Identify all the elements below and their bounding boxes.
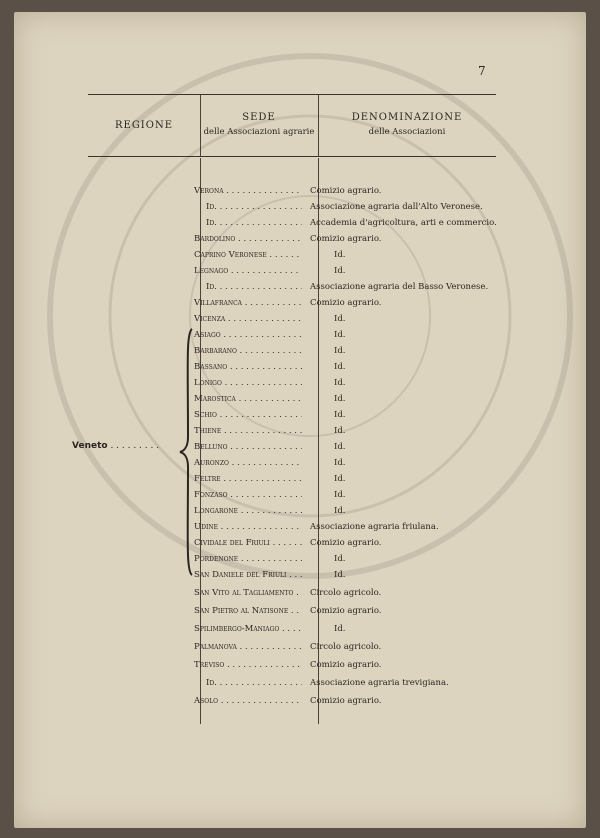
header-sede-title: SEDE [242,112,276,123]
sede-cell: Udine . . . [194,522,302,532]
denominazione-cell: Id. [334,490,346,500]
sede-cell: Bardolino . . . [194,234,302,244]
sede-cell: Spilimbergo-Maniago . . . [194,624,302,634]
sede-cell: Id. . . . [194,218,302,228]
header-den-subtitle: delle Associazioni [368,127,446,137]
sede-cell: Vicenza . . . [194,314,302,324]
denominazione-cell: Comizio agrario. [310,696,382,706]
denominazione-cell: Id. [334,442,346,452]
regione-name: Veneto [72,441,108,451]
sede-cell: Thiene . . . [194,426,302,436]
denominazione-cell: Comizio agrario. [310,234,382,244]
regione-leader-dots: . . . . . . . . . [107,441,160,451]
denominazione-cell: Id. [334,314,346,324]
denominazione-cell: Id. [334,346,346,356]
denominazione-cell: Comizio agrario. [310,186,382,196]
sede-cell: Asiago . . . [194,330,302,340]
denominazione-cell: Id. [334,554,346,564]
sede-cell: Verona . . . [194,186,302,196]
denominazione-cell: Associazione agraria friulana. [310,522,439,532]
sede-cell: Fonzaso . . . [194,490,302,500]
regione-veneto [72,441,159,451]
sede-cell: Longarone . . . [194,506,302,516]
header-regione-label: REGIONE [114,120,173,131]
sede-cell: Barbarano . . . [194,346,302,356]
denominazione-cell: Comizio agrario. [310,606,382,616]
denominazione-cell: Associazione agraria trevigiana. [310,678,449,688]
sede-cell: Pordenone . . . [194,554,302,564]
sede-cell: Schio . . . [194,410,302,420]
denominazione-cell: Circolo agricolo. [310,588,382,598]
denominazione-cell: Id. [334,330,346,340]
sede-cell: San Pietro al Natisone . . . [194,606,302,616]
page-number: 7 [478,64,486,78]
sede-cell: Id. . . . [194,282,302,292]
denominazione-cell: Comizio agrario. [310,538,382,548]
sede-cell: Palmanova . . . [194,642,302,652]
denominazione-cell: Id. [334,570,346,580]
sede-cell: Id. . . . [194,678,302,688]
sede-cell: Auronzo . . . [194,458,302,468]
sede-cell: Bassano . . . [194,362,302,372]
sede-cell: Villafranca . . . [194,298,302,308]
sede-cell: Cividale del Friuli . . . [194,538,302,548]
denominazione-cell: Id. [334,458,346,468]
header-bottom-rule [88,156,496,157]
header-top-rule [88,94,496,95]
denominazione-cell: Id. [334,410,346,420]
denominazione-cell: Comizio agrario. [310,298,382,308]
denominazione-cell: Id. [334,426,346,436]
denominazione-cell: Id. [334,506,346,516]
denominazione-cell: Circolo agricolo. [310,642,382,652]
denominazione-cell: Id. [334,266,346,276]
denominazione-cell: Comizio agrario. [310,660,382,670]
sede-cell: Feltre . . . [194,474,302,484]
denominazione-cell: Id. [334,624,346,634]
sede-cell: Treviso . . . [194,660,302,670]
sede-cell: Caprino Veronese . . . [194,250,302,260]
sede-cell: Marostica . . . [194,394,302,404]
sede-cell: San Daniele del Friuli . . . [194,570,302,580]
denominazione-cell: Id. [334,362,346,372]
header-sede [200,112,318,137]
header-denominazione [318,112,496,137]
denominazione-cell: Accademia d'agricoltura, arti e commercio. [310,218,497,228]
header-sede-subtitle: delle Associazioni agrarie [203,127,315,137]
sede-cell: Asolo . . . [194,696,302,706]
sede-cell: Belluno . . . [194,442,302,452]
sede-cell: Legnago . . . [194,266,302,276]
sede-cell: San Vito al Tagliamento . . . [194,588,302,598]
sede-cell: Lonigo . . . [194,378,302,388]
denominazione-cell: Id. [334,378,346,388]
denominazione-cell: Id. [334,250,346,260]
header-regione [88,120,200,131]
denominazione-cell: Associazione agraria del Basso Veronese. [310,282,489,292]
denominazione-cell: Id. [334,394,346,404]
denominazione-cell: Id. [334,474,346,484]
header-den-title: DENOMINAZIONE [351,112,463,123]
sede-cell: Id. . . . [194,202,302,212]
denominazione-cell: Associazione agraria dall'Alto Veronese. [310,202,483,212]
